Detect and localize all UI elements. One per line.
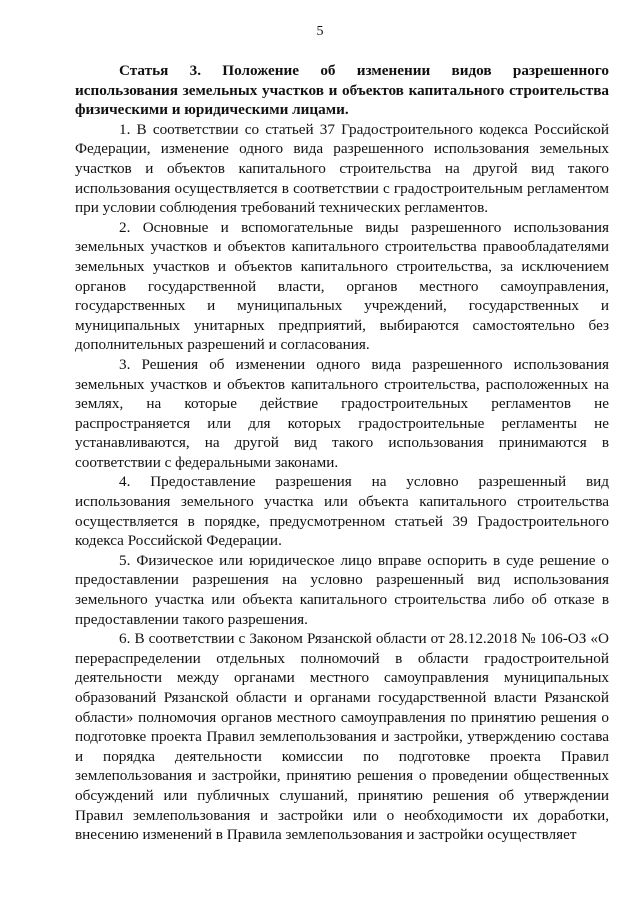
paragraph-4: 4. Предоставление разрешения на условно разрешенный вид использования земельного участка или объекта капитального строительства осуществляется в порядке, предусмотренном статьей 39 Градостроительного кодекса Российской Федерации.	[75, 473, 609, 550]
paragraph-6: 6. В соответствии с Законом Рязанской области от 28.12.2018 № 106-ОЗ «О перераспределении отдельных полномочий в области градостроительной деятельности между органами местного самоуправления муниципальных образований Рязанской области и органами государственной власти Рязанской области» полномочия органов местного самоуправления по принятию решения о подготовке проекта Правил землепользования и застройки, утверждению состава и порядка деятельности комиссии по подготовке проекта Правил землепользования и застройки, принятию решения о проведении общественных обсуждений или публичных слушаний, принятию решения об утверждении Правил землепользования и застройки или о необходимости их доработки, внесению изменений в Правила землепользования и застройки осуществляет	[75, 630, 609, 844]
paragraph-3: 3. Решения об изменении одного вида разрешенного использования земельных участков и объектов капитального строительства, расположенных на землях, на которые действие градостроительных регламентов не распространяется или для которых градостроительные регламенты не устанавливаются, на другой вид такого использования принимаются в соответствии с федеральными законами.	[75, 355, 609, 471]
article-title: Статья 3. Положение об изменении видов разрешенного использования земельных участков и объектов капитального строительства физическими и юридическими лицами.	[75, 62, 609, 119]
paragraph-5: 5. Физическое или юридическое лицо вправе оспорить в суде решение о предоставлении разрешения на условно разрешенный вид использования земельного участка или объекта капитального строительства либо об отказе в предоставлении такого разрешения.	[75, 551, 609, 628]
document-body	[75, 61, 609, 845]
paragraph-1: 1. В соответствии со статьей 37 Градостроительного кодекса Российской Федерации, изменение одного вида разрешенного использования земельных участков и объектов капитального строительства на другой вид такого использования осуществляется в соответствии с градостроительным регламентом при условии соблюдения требований технических регламентов.	[75, 120, 609, 217]
paragraph-2: 2. Основные и вспомогательные виды разрешенного использования земельных участков и объектов капитального строительства правообладателями земельных участков и объектов капитального строительства, за исключением органов государственной власти, органов местного самоуправления, государственных и муниципальных учреждений, государственных и муниципальных унитарных предприятий, выбираются самостоятельно без дополнительных разрешений и согласования.	[75, 218, 609, 354]
page-number: 5	[316, 24, 324, 39]
